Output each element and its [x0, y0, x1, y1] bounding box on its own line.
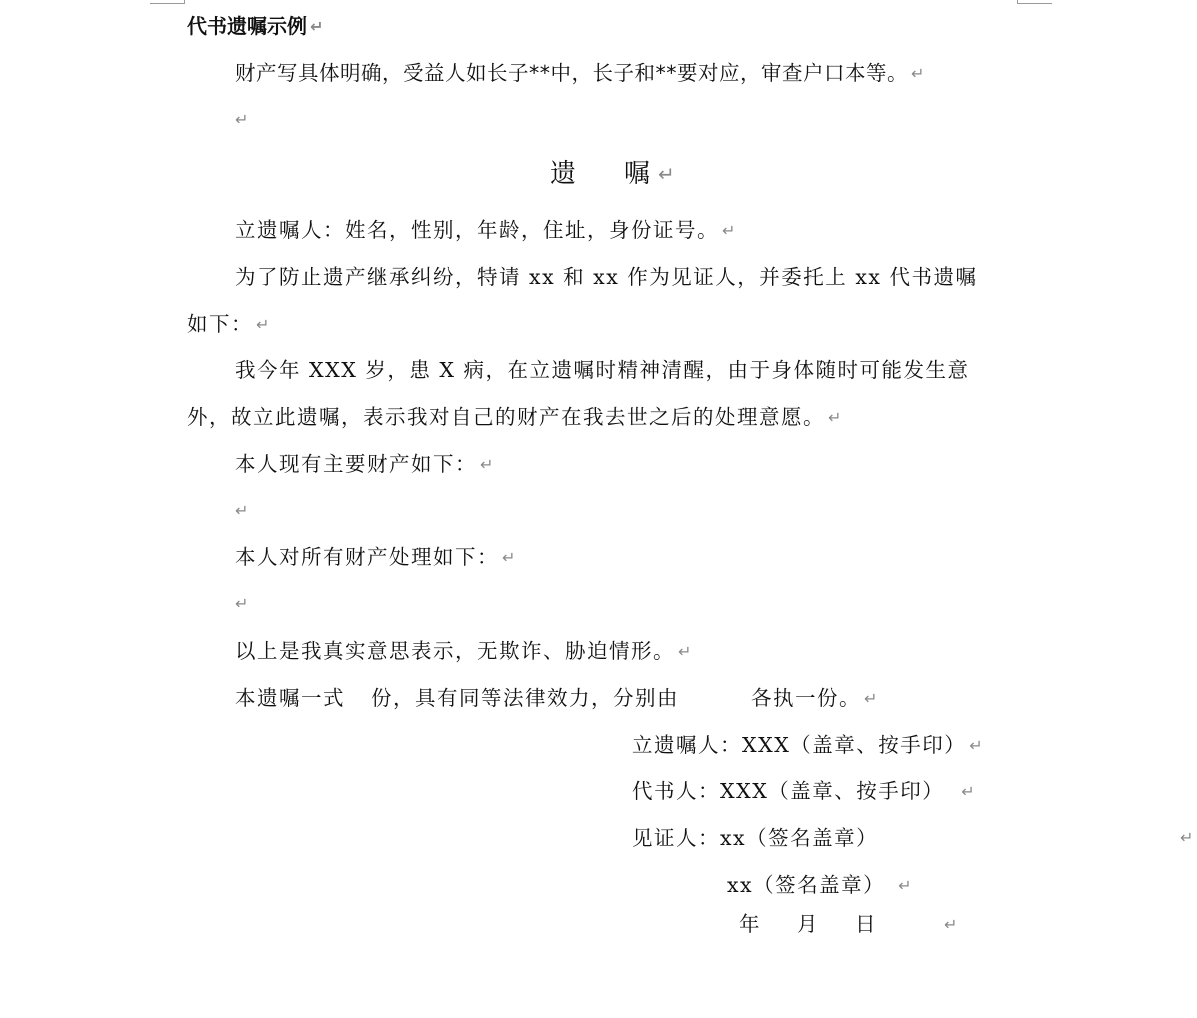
paragraph-mark-icon: ↵: [480, 455, 494, 474]
assets-intro-text: 本人现有主要财产如下：: [235, 452, 477, 476]
paragraph-mark-icon: ↵: [678, 642, 692, 661]
paragraph-mark-icon: ↵: [1180, 828, 1194, 847]
signature-scribe-line: [632, 777, 975, 806]
paragraph-mark-icon: ↵: [828, 408, 842, 427]
testator-info-line: [235, 216, 735, 245]
will-title-char-1: 遗: [550, 159, 577, 189]
signature-witness-line-1: [632, 824, 878, 852]
witness-paragraph-text-2: 如下：: [187, 312, 253, 336]
paragraph-mark-icon: ↵: [864, 689, 878, 708]
paragraph-mark-icon: ↵: [256, 315, 270, 334]
heading-text: 代书遗嘱示例: [187, 14, 307, 38]
signature-witness-text-2: xx（签名盖章）: [727, 873, 886, 897]
signature-testator-line: [632, 731, 983, 760]
signature-testator-text: 立遗嘱人：XXX（盖章、按手印）: [632, 733, 967, 757]
copies-text-1: 本遗嘱一式: [235, 686, 345, 710]
disposal-intro-text: 本人对所有财产处理如下：: [235, 545, 499, 569]
paragraph-mark-icon: ↵: [944, 915, 958, 934]
paragraph-mark-icon: ↵: [911, 64, 925, 83]
statement-paragraph-text-2: 外，故立此遗嘱，表示我对自己的财产在我去世之后的处理意愿。: [187, 405, 825, 429]
declaration-line: [235, 637, 691, 666]
copies-text-3: 各执一份。: [751, 686, 861, 710]
paragraph-mark-icon: ↵: [961, 782, 975, 801]
page-corner-marker-right: [1017, 0, 1052, 4]
witness-paragraph-text-1: 为了防止遗产继承纠纷，特请 xx 和 xx 作为见证人，并委托上 xx 代书遗嘱: [235, 265, 978, 289]
paragraph-mark-icon: ↵: [722, 221, 736, 240]
paragraph-mark-icon: ↵: [502, 548, 516, 567]
drafting-note: [235, 59, 924, 88]
statement-paragraph-line-2: [187, 403, 841, 432]
will-title: [550, 160, 675, 188]
testator-info-text: 立遗嘱人：姓名，性别，年龄，住址，身份证号。: [235, 218, 719, 242]
date-month: 月: [797, 912, 819, 936]
will-title-char-2: 嘱: [624, 159, 651, 189]
signature-witness-line-2: [727, 871, 912, 900]
page-corner-marker-left: [150, 0, 185, 4]
disposal-intro-line: [235, 543, 515, 572]
witness-paragraph-line-1: [235, 263, 977, 291]
copies-text-2: 份，具有同等法律效力，分别由: [371, 686, 679, 710]
paragraph-mark-icon: ↵: [235, 594, 249, 613]
date-year: 年: [739, 912, 761, 936]
date-line: [739, 910, 957, 939]
paragraph-mark-icon: ↵: [969, 736, 983, 755]
paragraph-mark-icon: ↵: [310, 17, 324, 36]
paragraph-mark-icon: ↵: [235, 501, 249, 520]
witness-paragraph-line-2: [187, 310, 269, 339]
paragraph-mark-icon: ↵: [658, 162, 675, 186]
statement-paragraph-line-1: [235, 356, 969, 384]
signature-scribe-text: 代书人：XXX（盖章、按手印）: [632, 779, 945, 803]
example-heading: [187, 12, 323, 41]
signature-witness-text-1: 见证人：xx（签名盖章）: [632, 826, 879, 850]
copies-line: [235, 684, 877, 713]
paragraph-mark-icon: ↵: [235, 110, 249, 129]
declaration-text: 以上是我真实意思表示，无欺诈、胁迫情形。: [235, 639, 675, 663]
drafting-note-text: 财产写具体明确，受益人如长子**中，长子和**要对应，审查户口本等。: [235, 61, 908, 85]
assets-intro-line: [235, 450, 493, 479]
paragraph-mark-icon: ↵: [898, 876, 912, 895]
date-day: 日: [855, 912, 877, 936]
statement-paragraph-text-1: 我今年 XXX 岁，患 X 病，在立遗嘱时精神清醒，由于身体随时可能发生意: [235, 358, 970, 382]
